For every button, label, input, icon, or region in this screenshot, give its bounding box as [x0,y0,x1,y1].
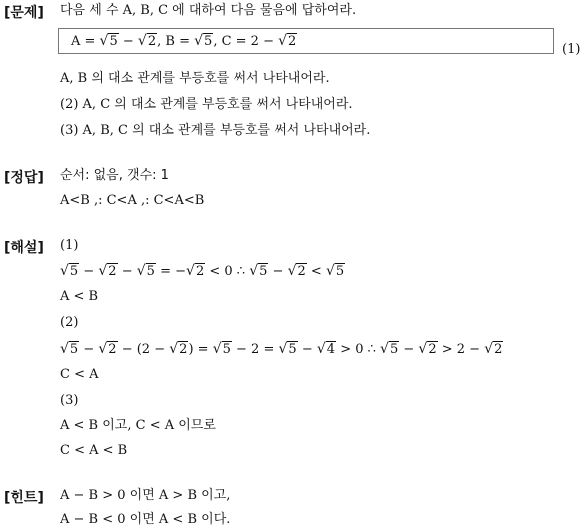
answer-label: [정답] [4,170,44,186]
problem-stem: 다음 세 수 A, B, C 에 대하여 다음 물음에 답하여라. [60,3,357,18]
explanation-line: √5 − √2 − √5 = −√2 < 0 ∴ √5 − √2 < √5 [60,263,345,279]
radical: √4 [316,341,336,357]
question-1: A, B 의 대소 관계를 부등호를 써서 나타내어라. [60,71,330,86]
explanation-line: C < A [60,367,99,382]
radical: √2 [98,263,117,279]
radical: √5 [60,263,79,279]
radical: √5 [249,263,268,279]
radical: √2 [137,33,157,49]
problem-label: [문제] [4,5,44,21]
given-expression: A = √5 − √2, B = √5, C = 2 − √2 [71,33,297,49]
radical: √5 [380,341,399,357]
answer-value: A<B ,: C<A ,: C<A<B [60,193,205,208]
radical: √5 [212,341,231,357]
hint-line-2: A − B < 0 이면 A < B 이다. [60,512,231,527]
radical: √2 [169,341,188,357]
explanation-line: (1) [60,238,79,253]
explanation-line: A < B [60,289,99,304]
radical: √2 [278,33,297,49]
question-3: (3) A, B, C 의 대소 관계를 부등호를 써서 나타내어라. [60,123,371,138]
explanation-line: (2) [60,315,79,330]
radical: √2 [186,263,205,279]
hint-line-1: A − B > 0 이면 A > B 이고, [60,488,231,503]
radical: √5 [194,33,213,49]
radical: √5 [325,263,345,279]
given-expression-box [58,28,554,54]
radical: √5 [136,263,155,279]
radical: √5 [60,341,79,357]
radical: √2 [484,341,503,357]
radical: √2 [418,341,437,357]
explanation-line: (3) [60,393,79,408]
answer-meta: 순서: 없음, 갯수: 1 [60,168,169,183]
explanation-line: A < B 이고, C < A 이므로 [60,418,216,433]
explanation-line: C < A < B [60,443,128,458]
radical: √5 [278,341,297,357]
hint-label: [힌트] [4,490,44,506]
radical: √5 [99,33,118,49]
box-number: (1) [562,42,581,57]
explanation-line: √5 − √2 − (2 − √2) = √5 − 2 = √5 − √4 > 0 ∴ √5 − √2 > 2 − √2 [60,341,503,357]
explanation-label: [해설] [4,240,44,256]
radical: √2 [287,263,306,279]
question-2: (2) A, C 의 대소 관계를 부등호를 써서 나타내어라. [60,97,353,112]
radical: √2 [98,341,117,357]
